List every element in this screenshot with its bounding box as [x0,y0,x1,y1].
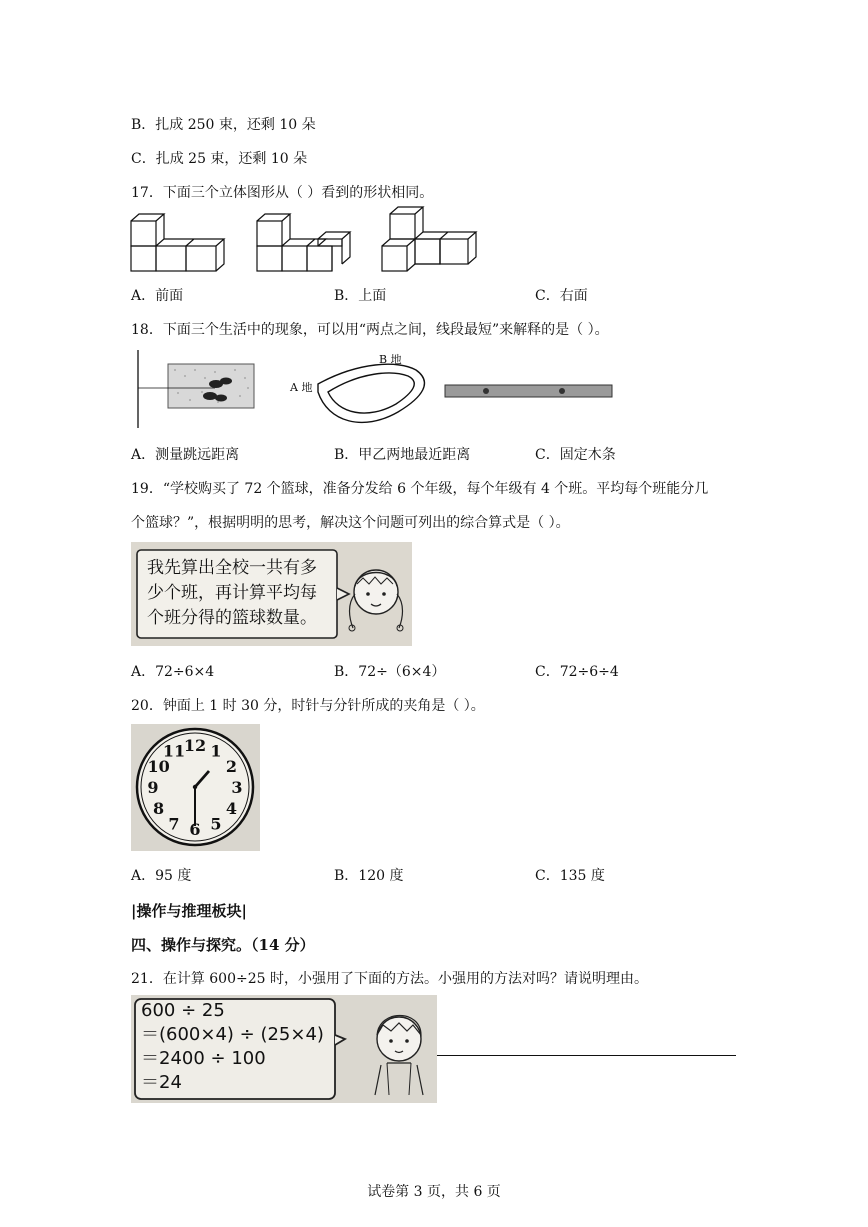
clock-number-1: 1 [210,741,222,761]
q19-option-b: B．72÷（6×4） [334,664,446,680]
long-jump-figure [130,348,260,430]
clock-number-9: 9 [147,778,159,797]
clock-number-2: 2 [225,757,237,776]
q17-stem: 17．下面三个立体图形从（ ）看到的形状相同。 [131,185,434,201]
place-a-label: A 地 [290,381,313,394]
clock-figure [131,724,260,851]
clock-number-12: 12 [183,736,207,755]
q17-option-b: B．上面 [334,288,387,304]
calc-line-3: ＝2400 ÷ 100 [141,1048,266,1069]
q19-stem-line2: 个篮球？”，根据明明的思考，解决这个问题可列出的综合算式是（ ）。 [131,515,570,531]
q19-stem-line1: 19．“学校购买了 72 个篮球，准备分发给 6 个年级，每个年级有 4 个班。平均每个班能分几 [131,481,709,497]
q17-cube-figure-b [256,212,356,276]
module-heading: |操作与推理板块| [131,902,247,920]
clock-number-6: 6 [189,820,201,839]
q16-option-b: B．扎成 250 束，还剩 10 朵 [131,117,316,133]
q17-option-c: C．右面 [535,288,588,304]
clock-number-4: 4 [225,799,237,818]
q17-option-a: A．前面 [131,288,184,304]
q18-option-b: B．甲乙两地最近距离 [334,447,471,463]
q20-option-a: A．95 度 [131,868,192,884]
q17-cube-figure-a [130,212,230,276]
place-b-label: B 地 [379,353,402,366]
q18-stem: 18．下面三个生活中的现象，可以用“两点之间，线段最短”来解释的是（ ）。 [131,322,609,338]
q18-option-a: A．测量跳远距离 [131,447,240,463]
speech-line-2: 少个班，再计算平均每 [147,583,317,603]
calculation-figure [131,995,437,1103]
clock-number-10: 10 [147,757,170,776]
q21-stem: 21．在计算 600÷25 时，小强用了下面的方法。小强用的方法对吗？请说明理由。 [131,971,648,987]
speech-line-3: 个班分得的篮球数量。 [147,608,317,628]
q19-option-a: A．72÷6×4 [131,664,215,680]
q20-stem: 20．钟面上 1 时 30 分，时针与分针所成的夹角是（ ）。 [131,698,485,714]
calc-line-2: ＝(600×4) ÷ (25×4) [141,1024,324,1045]
clock-number-7: 7 [168,814,180,834]
clock-number-11: 11 [162,741,186,761]
section-title: 四、操作与探究。（14 分） [131,936,315,954]
q19-thinking-figure [131,542,412,646]
answer-line[interactable] [437,1055,736,1056]
clock-number-3: 3 [231,778,243,797]
calc-line-4: ＝24 [141,1072,182,1093]
clock-number-5: 5 [210,814,222,834]
speech-line-1: 我先算出全校一共有多 [147,558,317,578]
q20-option-c: C．135 度 [535,868,605,884]
clock-number-8: 8 [153,799,165,818]
calc-line-1: 600 ÷ 25 [141,1000,225,1021]
q16-option-c: C．扎成 25 束，还剩 10 朵 [131,151,308,167]
q17-cube-figure-c [381,206,481,276]
q20-option-b: B．120 度 [334,868,404,884]
q18-option-c: C．固定木条 [535,447,616,463]
wood-strip-figure [444,384,614,400]
page-footer: 试卷第 3 页，共 6 页 [367,1184,501,1200]
q19-option-c: C．72÷6÷4 [535,664,619,680]
